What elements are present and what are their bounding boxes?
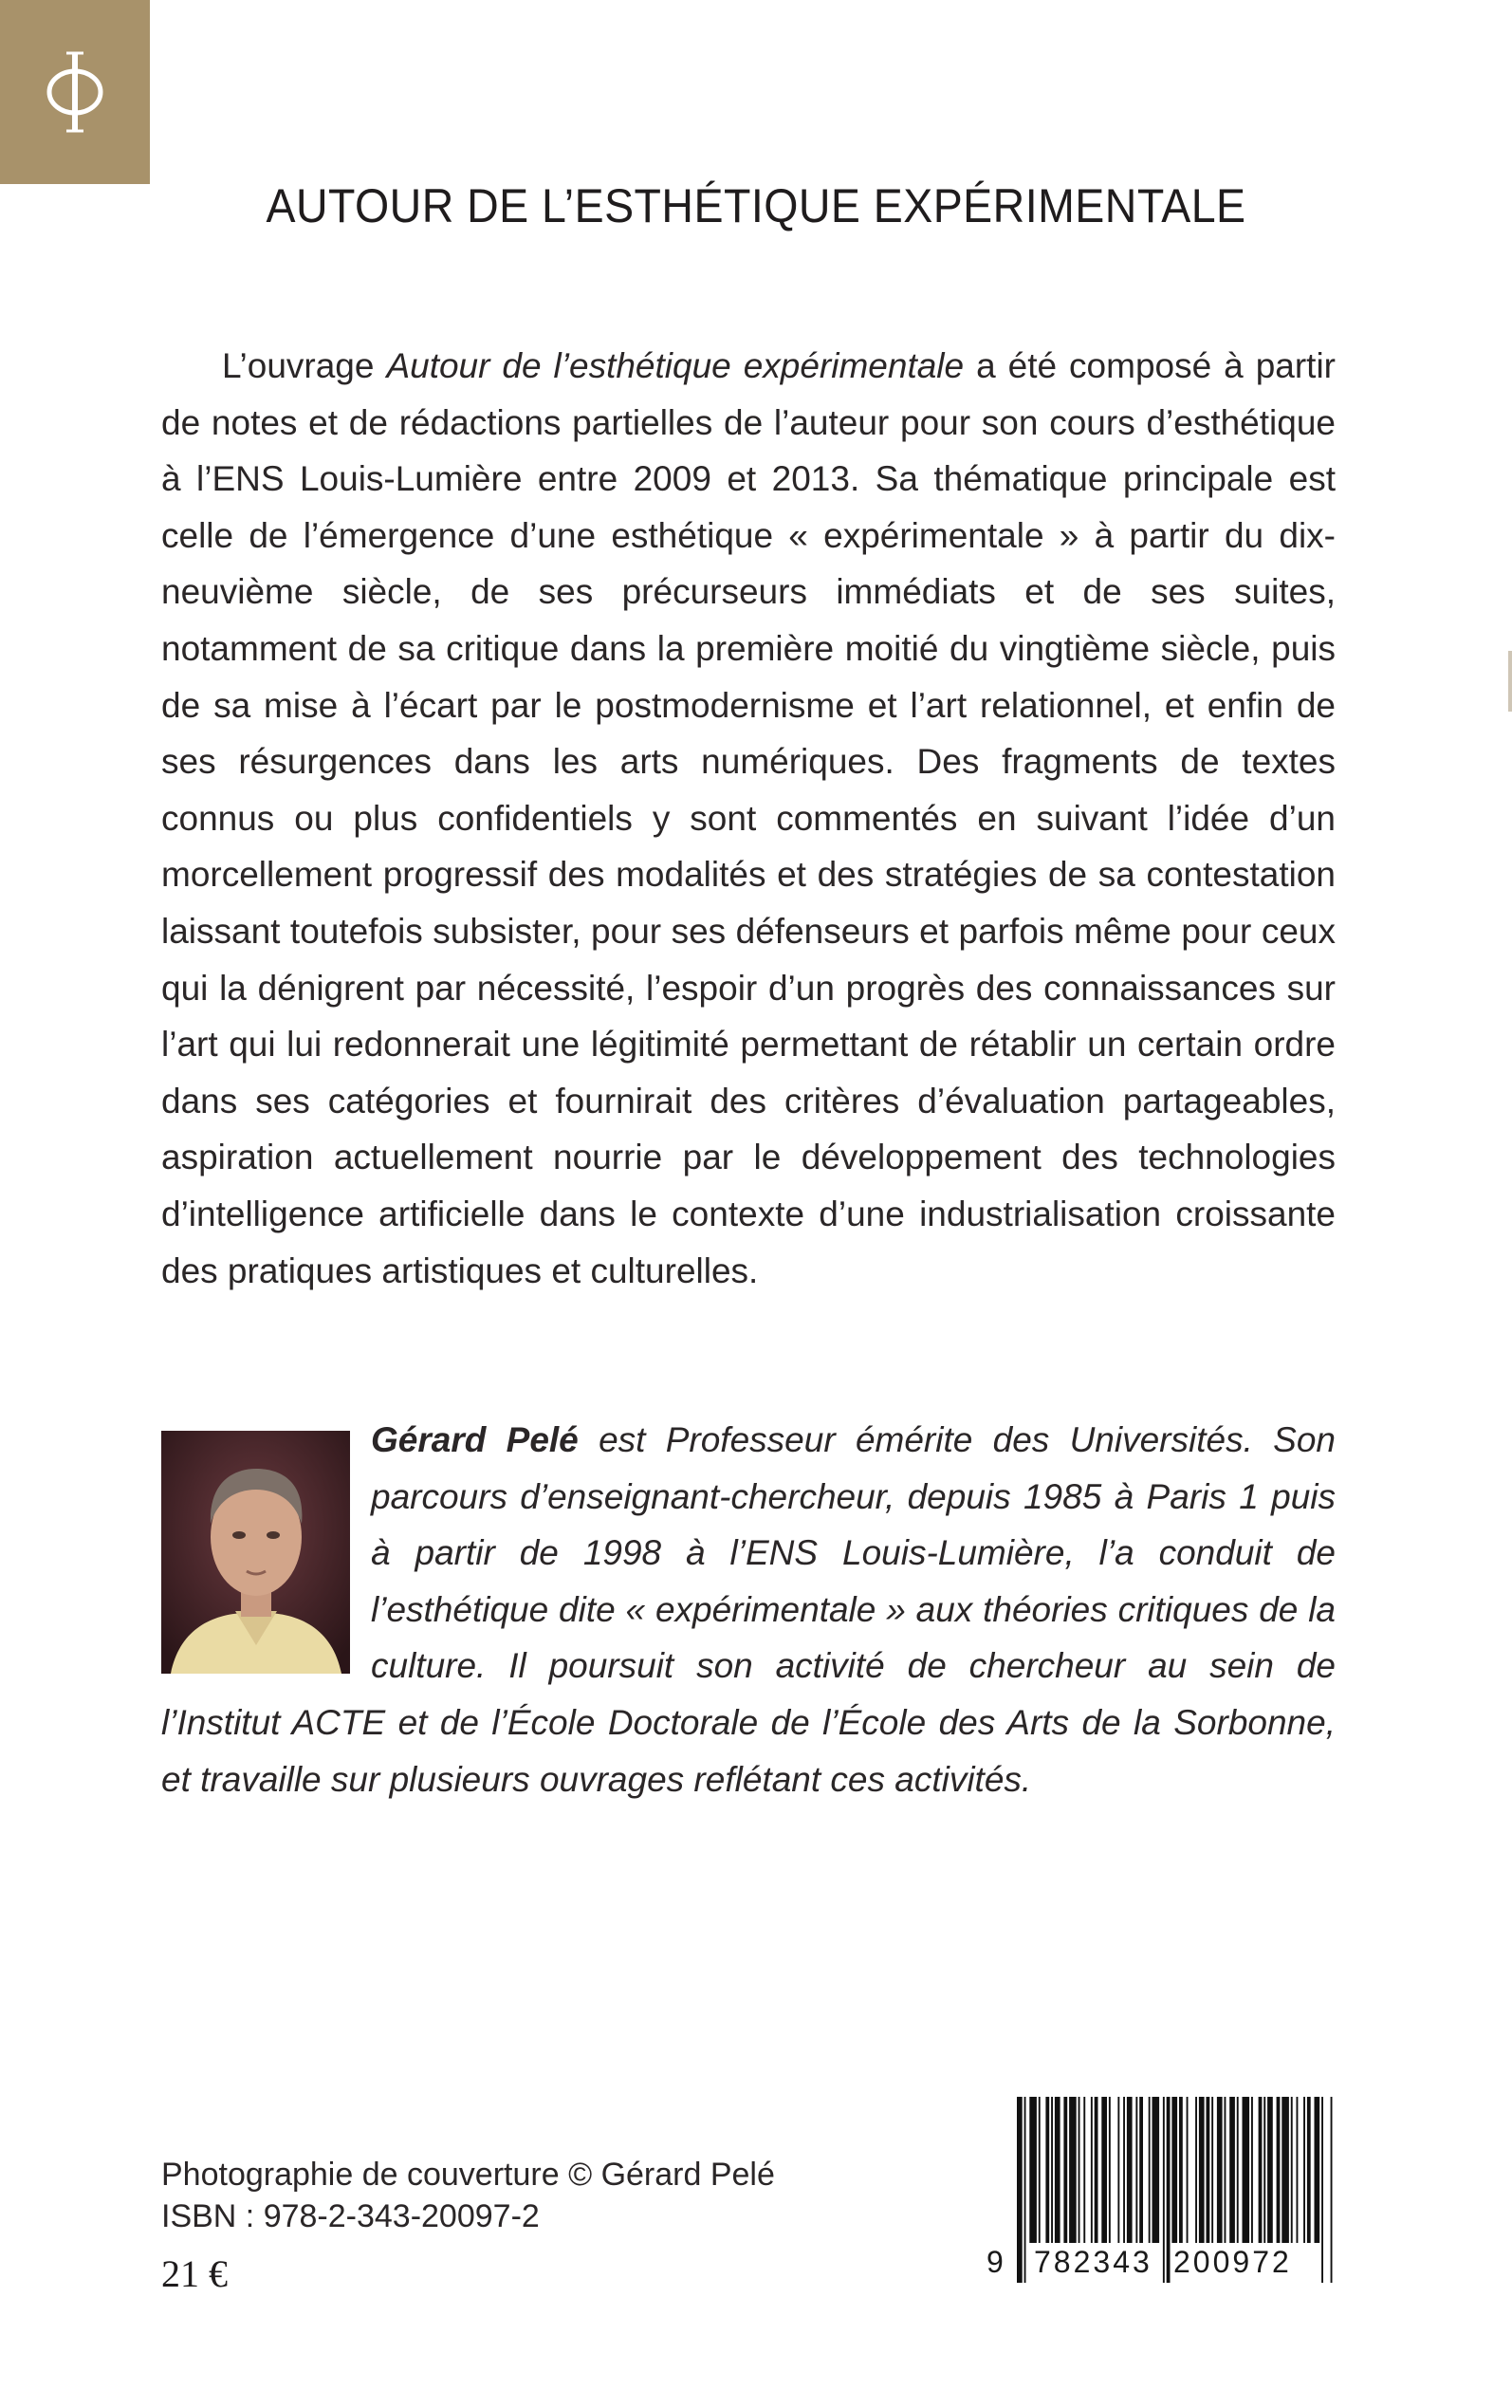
credits: [161, 2154, 775, 2237]
barcode-bar: [1303, 2097, 1305, 2243]
book-title: AUTOUR DE L’ESTHÉTIQUE EXPÉRIMENTALE: [266, 179, 1246, 232]
barcode-bar: [1101, 2097, 1107, 2243]
barcode-bar: [1199, 2097, 1205, 2243]
barcode-bar: [1171, 2097, 1177, 2243]
barcode-bar: [1307, 2097, 1311, 2243]
barcode-digits-right: 200972: [1173, 2245, 1292, 2279]
barcode-bar: [1243, 2097, 1250, 2243]
photo-credit: Photographie de couverture © Gérard Pelé: [161, 2157, 775, 2193]
barcode-bar: [1149, 2097, 1151, 2243]
author-bio-text: est Professeur émérite des Universités. Son parcours d’enseignant-chercheur, depuis 1985 à Paris 1 puis à partir de 1998 à l’ENS Louis-Lumière, l’a conduit de l’esthétique dite « expérimentale » aux théories critiques de la culture. Il poursuit son activité de chercheur au sein de l’Institut ACTE et de l’École Doctorale de l’École des Arts de la Sorbonne, et travaille sur plusieurs ouvrages reflétant ces activités.: [161, 1420, 1336, 1799]
barcode-bar: [1163, 2097, 1165, 2283]
barcode-bar: [1167, 2097, 1171, 2283]
barcode-bar: [1217, 2097, 1223, 2243]
barcode-bar: [1024, 2097, 1026, 2283]
barcode-bar: [1315, 2097, 1320, 2243]
barcode-bar: [1267, 2097, 1273, 2243]
barcode-bar: [1211, 2097, 1213, 2243]
barcode-bar: [1083, 2097, 1085, 2243]
barcode-bar: [1259, 2097, 1263, 2243]
edge-mark: [1508, 651, 1512, 712]
barcode-bar: [1291, 2097, 1293, 2243]
author-name: Gérard Pelé: [371, 1420, 579, 1459]
publisher-logo: [0, 0, 150, 184]
barcode-bar: [1091, 2097, 1093, 2243]
barcode-bar: [1282, 2097, 1289, 2243]
barcode-bar: [1195, 2097, 1197, 2243]
barcode-bar: [1237, 2097, 1239, 2243]
barcode-bar: [1331, 2097, 1333, 2283]
barcode-bar: [1229, 2097, 1235, 2243]
barcode-bar: [1017, 2097, 1023, 2283]
summary-body: a été composé à partir de notes et de rédactions partielles de l’auteur pour son cours d’esthétique à l’ENS Louis-Lumière entre 2009 et 2013. Sa thématique principale est celle de l’émergence d’une esthétique « expérimentale » à partir du dix-neuvième siècle, de ses précurseurs immédiats et de ses suites, notamment de sa critique dans la première moitié du vingtième siècle, puis de sa mise à l’écart par le postmodernisme et l’art relationnel, et enfin de ses résurgences dans les arts numériques. Des fragments de textes connus ou plus confidentiels y sont commentés en suivant l’idée d’un morcellement progressif des modalités et des stratégies de sa contestation laissant toutefois subsister, pour ses défenseurs et parfois même pour ceux qui la dénigrent par nécessité, l’espoir d’un progrès des connaissances sur l’art qui lui redonnerait une légitimité permettant de rétablir un certain ordre dans ses catégories et fournirait des critères d’évaluation partageables, aspiration actuellement nourrie par le développement des technologies d’intelligence artificielle dans le contexte d’une industrialisation croissante des pratiques artistiques et culturelles.: [161, 346, 1336, 1290]
barcode-bar: [1139, 2097, 1143, 2243]
barcode-bar: [1039, 2097, 1041, 2243]
barcode-first-digit: 9: [986, 2245, 1006, 2279]
barcode-bar: [1055, 2097, 1060, 2243]
barcode-bar: [1045, 2097, 1049, 2243]
barcode-bar: [1063, 2097, 1067, 2243]
barcode-bar: [1123, 2097, 1125, 2243]
barcode-bar: [1127, 2097, 1133, 2243]
barcode-bar: [1321, 2097, 1323, 2283]
summary-book-title: Autour de l’esthétique expérimentale: [386, 346, 965, 385]
phi-logo-icon: [37, 40, 113, 144]
barcode-bar: [1117, 2097, 1119, 2243]
price: 21 €: [161, 2252, 228, 2295]
isbn: ISBN : 978-2-343-20097-2: [161, 2198, 540, 2234]
barcode-bar: [1297, 2097, 1299, 2243]
barcode-bar: [1207, 2097, 1210, 2243]
barcode-bar: [1069, 2097, 1077, 2243]
barcode-bar: [1152, 2097, 1160, 2243]
barcode-bar: [1277, 2097, 1281, 2243]
barcode-bar: [1079, 2097, 1080, 2243]
barcode-bar: [1263, 2097, 1265, 2243]
barcode-bar: [1251, 2097, 1253, 2243]
summary-intro: L’ouvrage: [222, 346, 387, 385]
summary-paragraph: [161, 338, 1336, 1299]
barcode-bar: [1051, 2097, 1053, 2243]
author-photo: [161, 1431, 350, 1674]
barcode-bar: [1029, 2097, 1037, 2243]
barcode-bar: [1095, 2097, 1098, 2243]
barcode-bar: [1135, 2097, 1137, 2243]
barcode-bar: [1225, 2097, 1226, 2243]
author-bio: [161, 1412, 1336, 1807]
barcode-bar: [1109, 2097, 1111, 2243]
barcode-bar: [1179, 2097, 1183, 2243]
barcode-digits-left: 782343: [1034, 2245, 1152, 2279]
barcode-bar: [1187, 2097, 1189, 2243]
